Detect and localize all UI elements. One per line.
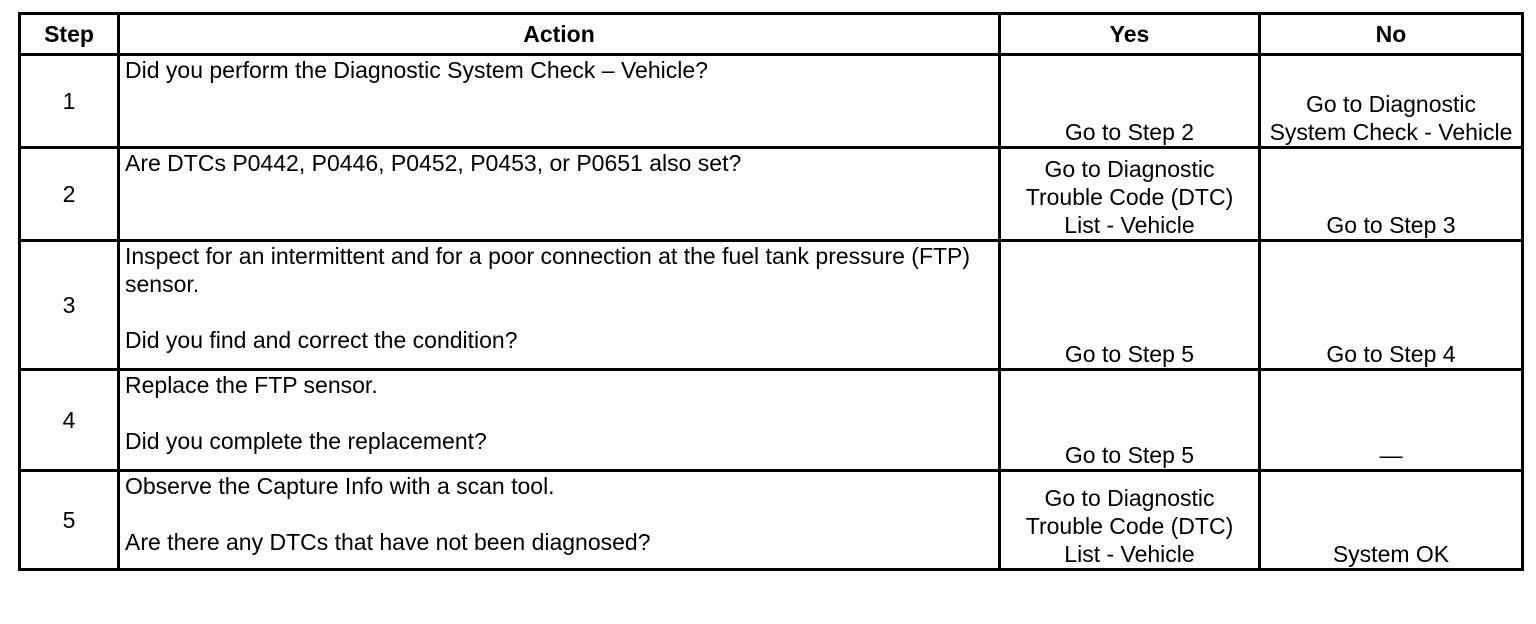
no-text: Go to Step 3 (1326, 212, 1456, 238)
yes-cell (1000, 55, 1260, 148)
action-cell (119, 55, 1000, 148)
header-action: Action (119, 14, 1000, 55)
no-text: System OK (1332, 541, 1450, 567)
no-text: Go to Step 4 (1326, 341, 1456, 367)
yes-cell (1000, 148, 1260, 241)
yes-text: Go to Diagnostic Trouble Code (DTC) List - Vehicle (1025, 485, 1234, 567)
no-cell (1260, 55, 1523, 148)
header-yes: Yes (1000, 14, 1260, 55)
no-cell (1260, 370, 1523, 471)
step-number: 3 (20, 241, 119, 370)
action-text: Inspect for an intermittent and for a poor connection at the fuel tank pressure (FTP) sensor. (125, 243, 971, 297)
step-number: 5 (20, 471, 119, 570)
action-cell (119, 471, 1000, 570)
header-step: Step (20, 14, 119, 55)
yes-cell (1000, 241, 1260, 370)
action-question: Did you complete the replacement? (125, 428, 487, 454)
diagnostic-table (18, 12, 1524, 571)
action-question: Did you find and correct the condition? (125, 327, 518, 353)
no-text: Go to Diagnostic System Check - Vehicle (1269, 91, 1513, 145)
table-row (20, 241, 1523, 370)
table-row (20, 370, 1523, 471)
yes-text: Go to Step 2 (1064, 119, 1195, 145)
table-header-row (20, 14, 1523, 55)
no-cell (1260, 241, 1523, 370)
step-number: 4 (20, 370, 119, 471)
action-cell (119, 148, 1000, 241)
table-row (20, 471, 1523, 570)
step-number: 2 (20, 148, 119, 241)
header-no: No (1260, 14, 1523, 55)
no-cell (1260, 471, 1523, 570)
no-text: — (1379, 442, 1403, 468)
action-question: Are there any DTCs that have not been diagnosed? (125, 529, 651, 555)
step-number: 1 (20, 55, 119, 148)
table-row (20, 55, 1523, 148)
yes-text: Go to Step 5 (1064, 442, 1195, 468)
no-cell (1260, 148, 1523, 241)
yes-text: Go to Diagnostic Trouble Code (DTC) List - Vehicle (1025, 156, 1234, 238)
yes-cell (1000, 471, 1260, 570)
action-cell (119, 241, 1000, 370)
table-row (20, 148, 1523, 241)
paragraph-gap (125, 298, 993, 326)
action-text: Replace the FTP sensor. (125, 372, 378, 398)
paragraph-gap (125, 500, 993, 528)
action-text: Are DTCs P0442, P0446, P0452, P0453, or P0651 also set? (125, 150, 742, 176)
yes-cell (1000, 370, 1260, 471)
yes-text: Go to Step 5 (1064, 341, 1195, 367)
paragraph-gap (125, 399, 993, 427)
action-text: Observe the Capture Info with a scan tool. (125, 473, 555, 499)
action-text: Did you perform the Diagnostic System Check – Vehicle? (125, 57, 708, 83)
action-cell (119, 370, 1000, 471)
